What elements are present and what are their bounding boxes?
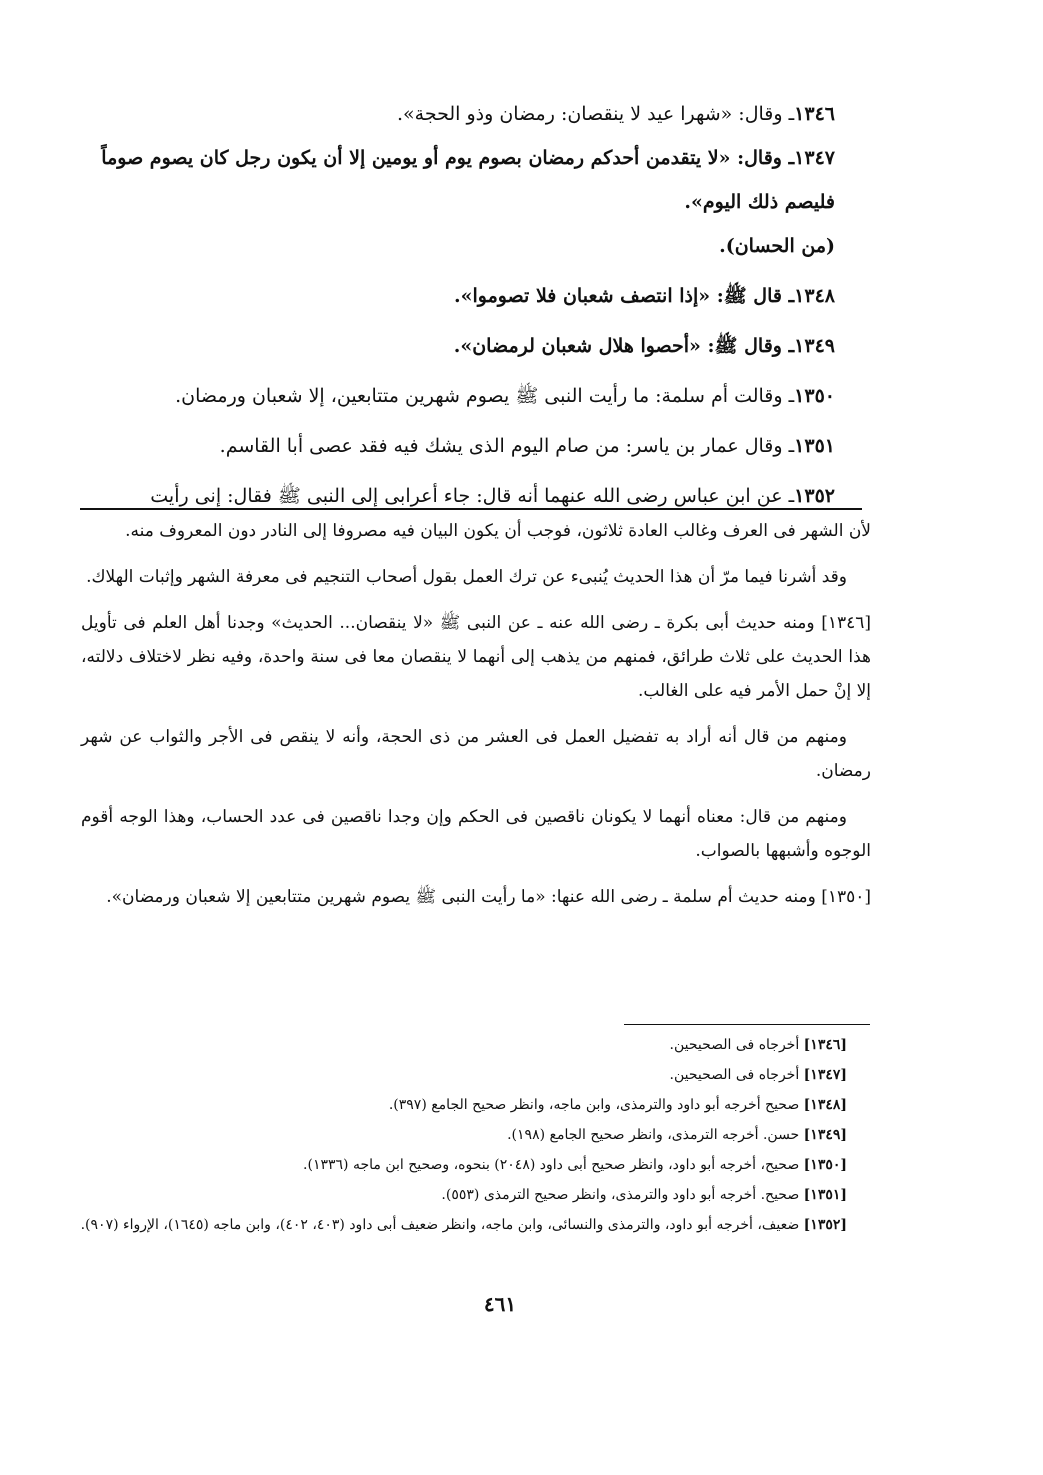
commentary-paragraph: وقد أشرنا فيما مرّ أن هذا الحديث يُنبىء عن ترك العمل بقول أصحاب التنجيم فى معرفة الشهر وإثبات الهلاك. (86, 567, 847, 587)
footnote (77, 1060, 847, 1090)
footnote (77, 1120, 847, 1150)
hadith-text: قال ﷺ: «إذا انتصف شعبان فلا تصوموا». (453, 285, 782, 307)
footnote-text: حسن. أخرجه الترمذى، وانظر صحيح الجامع (١٩٨). (507, 1127, 800, 1143)
footnote-text: أخرجاه فى الصحيحين. (669, 1037, 800, 1053)
footnote-divider (624, 1024, 870, 1025)
hadith-number: ١٣٥٢ (794, 485, 835, 507)
commentary-paragraph: [١٣٥٠] ومنه حديث أم سلمة ـ رضى الله عنها: «ما رأيت النبى ﷺ يصوم شهرين متتابعين إلا شعبان ورمضان». (106, 887, 871, 907)
footnote-text: صحيح، أخرجه أبو داود، وانظر صحيح أبى داود (٢٠٤٨) بنحوه، وصحيح ابن ماجه (١٣٣٦). (303, 1157, 800, 1173)
footnote (77, 1030, 847, 1060)
hadith-1350: ١٣٥٠ـ وقالت أم سلمة: ما رأيت النبى ﷺ يصوم شهرين متتابعين، إلا شعبان ورمضان. (175, 385, 835, 407)
hadith-1352: ١٣٥٢ـ عن ابن عباس رضى الله عنهما أنه قال: جاء أعرابى إلى النبى ﷺ فقال: إنى رأيت (150, 485, 835, 507)
footnotes-section (77, 1030, 847, 1240)
footnote-number: [١٣٥١] (803, 1187, 847, 1203)
page-number: ٤٦١ (483, 1292, 517, 1316)
footnote (77, 1210, 847, 1240)
hadith-grade: (من الحسان). (719, 235, 835, 257)
commentary-paragraph: ومنهم من قال: معناه أنهما لا يكونان ناقصين فى الحكم وإن وجدا ناقصين فى عدد الحساب، وهذا الوجه أقوم الوجوه وأشبهها بالصواب. (81, 807, 871, 861)
commentary-paragraph: لأن الشهر فى العرف وغالب العادة ثلاثون، فوجب أن يكون البيان فيه مصروفا إلى النادر دون المعروف منه. (125, 521, 871, 541)
footnote-number: [١٣٥٠] (803, 1157, 847, 1173)
hadith-text: عن ابن عباس رضى الله عنهما أنه قال: جاء أعرابى إلى النبى ﷺ فقال: إنى رأيت (150, 485, 783, 507)
hadith-number: ١٣٥٠ (794, 385, 835, 407)
hadith-1349: ١٣٤٩ـ وقال ﷺ: «أحصوا هلال شعبان لرمضان». (453, 335, 835, 357)
hadith-number: ١٣٥١ (794, 435, 835, 457)
footnote-number: [١٣٤٩] (803, 1127, 847, 1143)
hadith-number: ١٣٤٧ (794, 147, 835, 169)
hadith-1351: ١٣٥١ـ وقال عمار بن ياسر: من صام اليوم الذى يشك فيه فقد عصى أبا القاسم. (219, 435, 835, 457)
footnote-text: أخرجاه فى الصحيحين. (669, 1067, 800, 1083)
footnote (77, 1090, 847, 1120)
hadith-1346: ١٣٤٦ـ وقال: «شهرا عيد لا ينقصان: رمضان وذو الحجة». (397, 103, 835, 125)
commentary-section (81, 514, 871, 914)
hadith-1347: ١٣٤٧ـ وقال: «لا يتقدمن أحدكم رمضان بصوم يوم أو يومين إلا أن يكون رجل كان يصوم صوماً فليصم ذلك اليوم». (101, 147, 835, 213)
footnote-number: [١٣٥٢] (803, 1217, 847, 1233)
footnote-text: ضعيف، أخرجه أبو داود، والترمذى والنسائى، وابن ماجه، وانظر ضعيف أبى داود (٤٠٣، ٤٠٢)، وابن ماجه (١٦٤٥)، الإرواء (٩٠٧). (80, 1217, 800, 1233)
hadith-text: وقال: «لا يتقدمن أحدكم رمضان بصوم يوم أو يومين إلا أن يكون رجل كان يصوم صوماً فليصم ذلك اليوم». (101, 147, 835, 213)
footnote-number: [١٣٤٦] (803, 1037, 847, 1053)
hadith-number: ١٣٤٦ (794, 103, 835, 125)
footnote-number: [١٣٤٧] (803, 1067, 847, 1083)
footnote-text: صحيح. أخرجه أبو داود والترمذى، وانظر صحيح الترمذى (٥٥٣). (441, 1187, 800, 1203)
hadith-1348: ١٣٤٨ـ قال ﷺ: «إذا انتصف شعبان فلا تصوموا». (453, 285, 835, 307)
hadith-section (75, 92, 835, 518)
footnote (77, 1180, 847, 1210)
hadith-text: وقالت أم سلمة: ما رأيت النبى ﷺ يصوم شهرين متتابعين، إلا شعبان ورمضان. (175, 385, 783, 407)
commentary-paragraph: ومنهم من قال أنه أراد به تفضيل العمل فى العشر من ذى الحجة، وأنه لا ينقص فى الأجر والثواب عن شهر رمضان. (81, 727, 871, 781)
hadith-text: وقال: «شهرا عيد لا ينقصان: رمضان وذو الحجة». (397, 103, 783, 125)
hadith-text: وقال ﷺ: «أحصوا هلال شعبان لرمضان». (453, 335, 782, 357)
footnote-number: [١٣٤٨] (803, 1097, 847, 1113)
hadith-number: ١٣٤٩ (794, 335, 835, 357)
footnote-text: صحيح أخرجه أبو داود والترمذى، وابن ماجه، وانظر صحيح الجامع (٣٩٧). (388, 1097, 800, 1113)
section-divider (80, 508, 862, 510)
commentary-paragraph: [١٣٤٦] ومنه حديث أبى بكرة ـ رضى الله عنه ـ عن النبى ﷺ «لا ينقصان... الحديث» وجدنا أهل العلم فى تأويل هذا الحديث على ثلاث طرائق، فمنهم من يذهب إلى أنهما لا ينقصان معا فى سنة واحدة، وفيه نظر لاختلاف دلالته، إلا إنْ حمل الأمر فيه على الغالب. (81, 613, 871, 701)
hadith-text: وقال عمار بن ياسر: من صام اليوم الذى يشك فيه فقد عصى أبا القاسم. (219, 435, 783, 457)
footnote (77, 1150, 847, 1180)
hadith-number: ١٣٤٨ (794, 285, 835, 307)
